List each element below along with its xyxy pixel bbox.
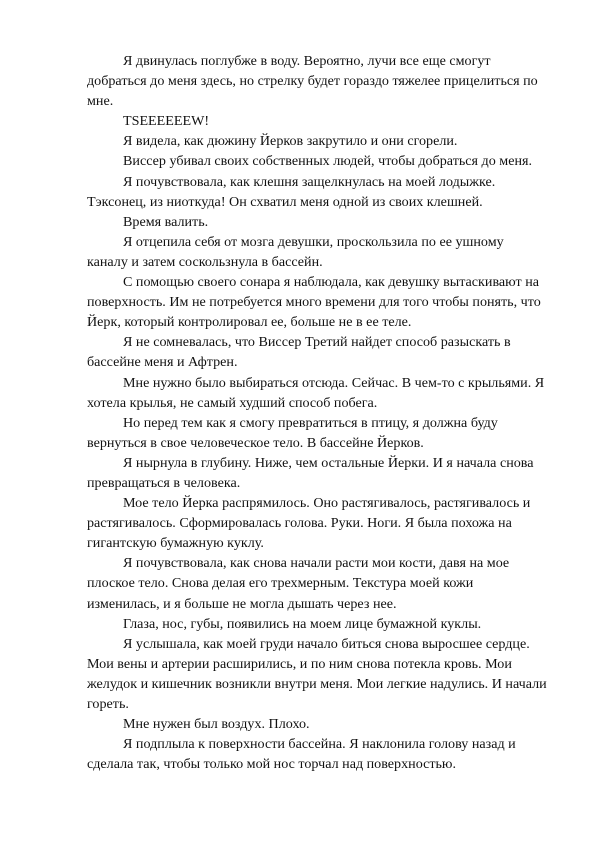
paragraph: Время валить. <box>123 213 209 230</box>
paragraph: Я нырнула в глубину. Ниже, чем остальные Йерки. И я начала снова превращаться в человека. <box>87 454 534 491</box>
paragraph: Мне нужно было выбираться отсюда. Сейчас. В чем-то с крыльями. Я хотела крылья, не самый худший способ побега. <box>87 374 545 411</box>
document-body <box>87 51 548 774</box>
paragraph: Мое тело Йерка распрямилось. Оно растягивалось, растягивалось и растягивалось. Сформировалась голова. Руки. Ноги. Я была похожа на гигантскую бумажную куклу. <box>87 495 531 552</box>
paragraph: Я видела, как дюжину Йерков закрутило и они сгорели. <box>123 133 458 150</box>
paragraph: С помощью своего сонара я наблюдала, как девушку вытаскивают на поверхность. Им не потребуется много времени для того чтобы понять, что Йерк, который контролировал ее, больше не в ее теле. <box>87 274 541 331</box>
paragraph: Глаза, нос, губы, появились на моем лице бумажной куклы. <box>123 615 482 632</box>
paragraph: Я двинулась поглубже в воду. Вероятно, лучи все еще смогут добраться до меня здесь, но стрелку будет гораздо тяжелее прицелиться по мне. <box>87 53 538 110</box>
paragraph: Я подплыла к поверхности бассейна. Я наклонила голову назад и сделала так, чтобы только мой нос торчал над поверхностью. <box>87 736 516 773</box>
paragraph: Я отцепила себя от мозга девушки, проскользила по ее ушному каналу и затем соскользнула в бассейн. <box>87 233 504 270</box>
paragraph: Но перед тем как я смогу превратиться в птицу, я должна буду вернуться в свое человеческое тело. В бассейне Йерков. <box>87 414 498 451</box>
paragraph: TSEEEEEEW! <box>123 113 210 130</box>
paragraph: Виссер убивал своих собственных людей, чтобы добраться до меня. <box>123 153 533 170</box>
paragraph: Я не сомневалась, что Виссер Третий найдет способ разыскать в бассейне меня и Афтрен. <box>87 334 511 371</box>
paragraph: Мне нужен был воздух. Плохо. <box>123 716 310 733</box>
paragraph: Я почувствовала, как клешня защелкнулась на моей лодыжке. Тэксонец, из ниоткуда! Он схватил меня одной из своих клешней. <box>87 173 496 210</box>
paragraph: Я почувствовала, как снова начали расти мои кости, давя на мое плоское тело. Снова делая его трехмерным. Текстура моей кожи изменилась, и я больше не могла дышать через нее. <box>87 555 510 612</box>
paragraph: Я услышала, как моей груди начало биться снова выросшее сердце. Мои вены и артерии расширились, и по ним снова потекла кровь. Мои желудок и кишечник возникли внутри меня. Мои легкие надулись. И начали гореть. <box>87 635 547 712</box>
